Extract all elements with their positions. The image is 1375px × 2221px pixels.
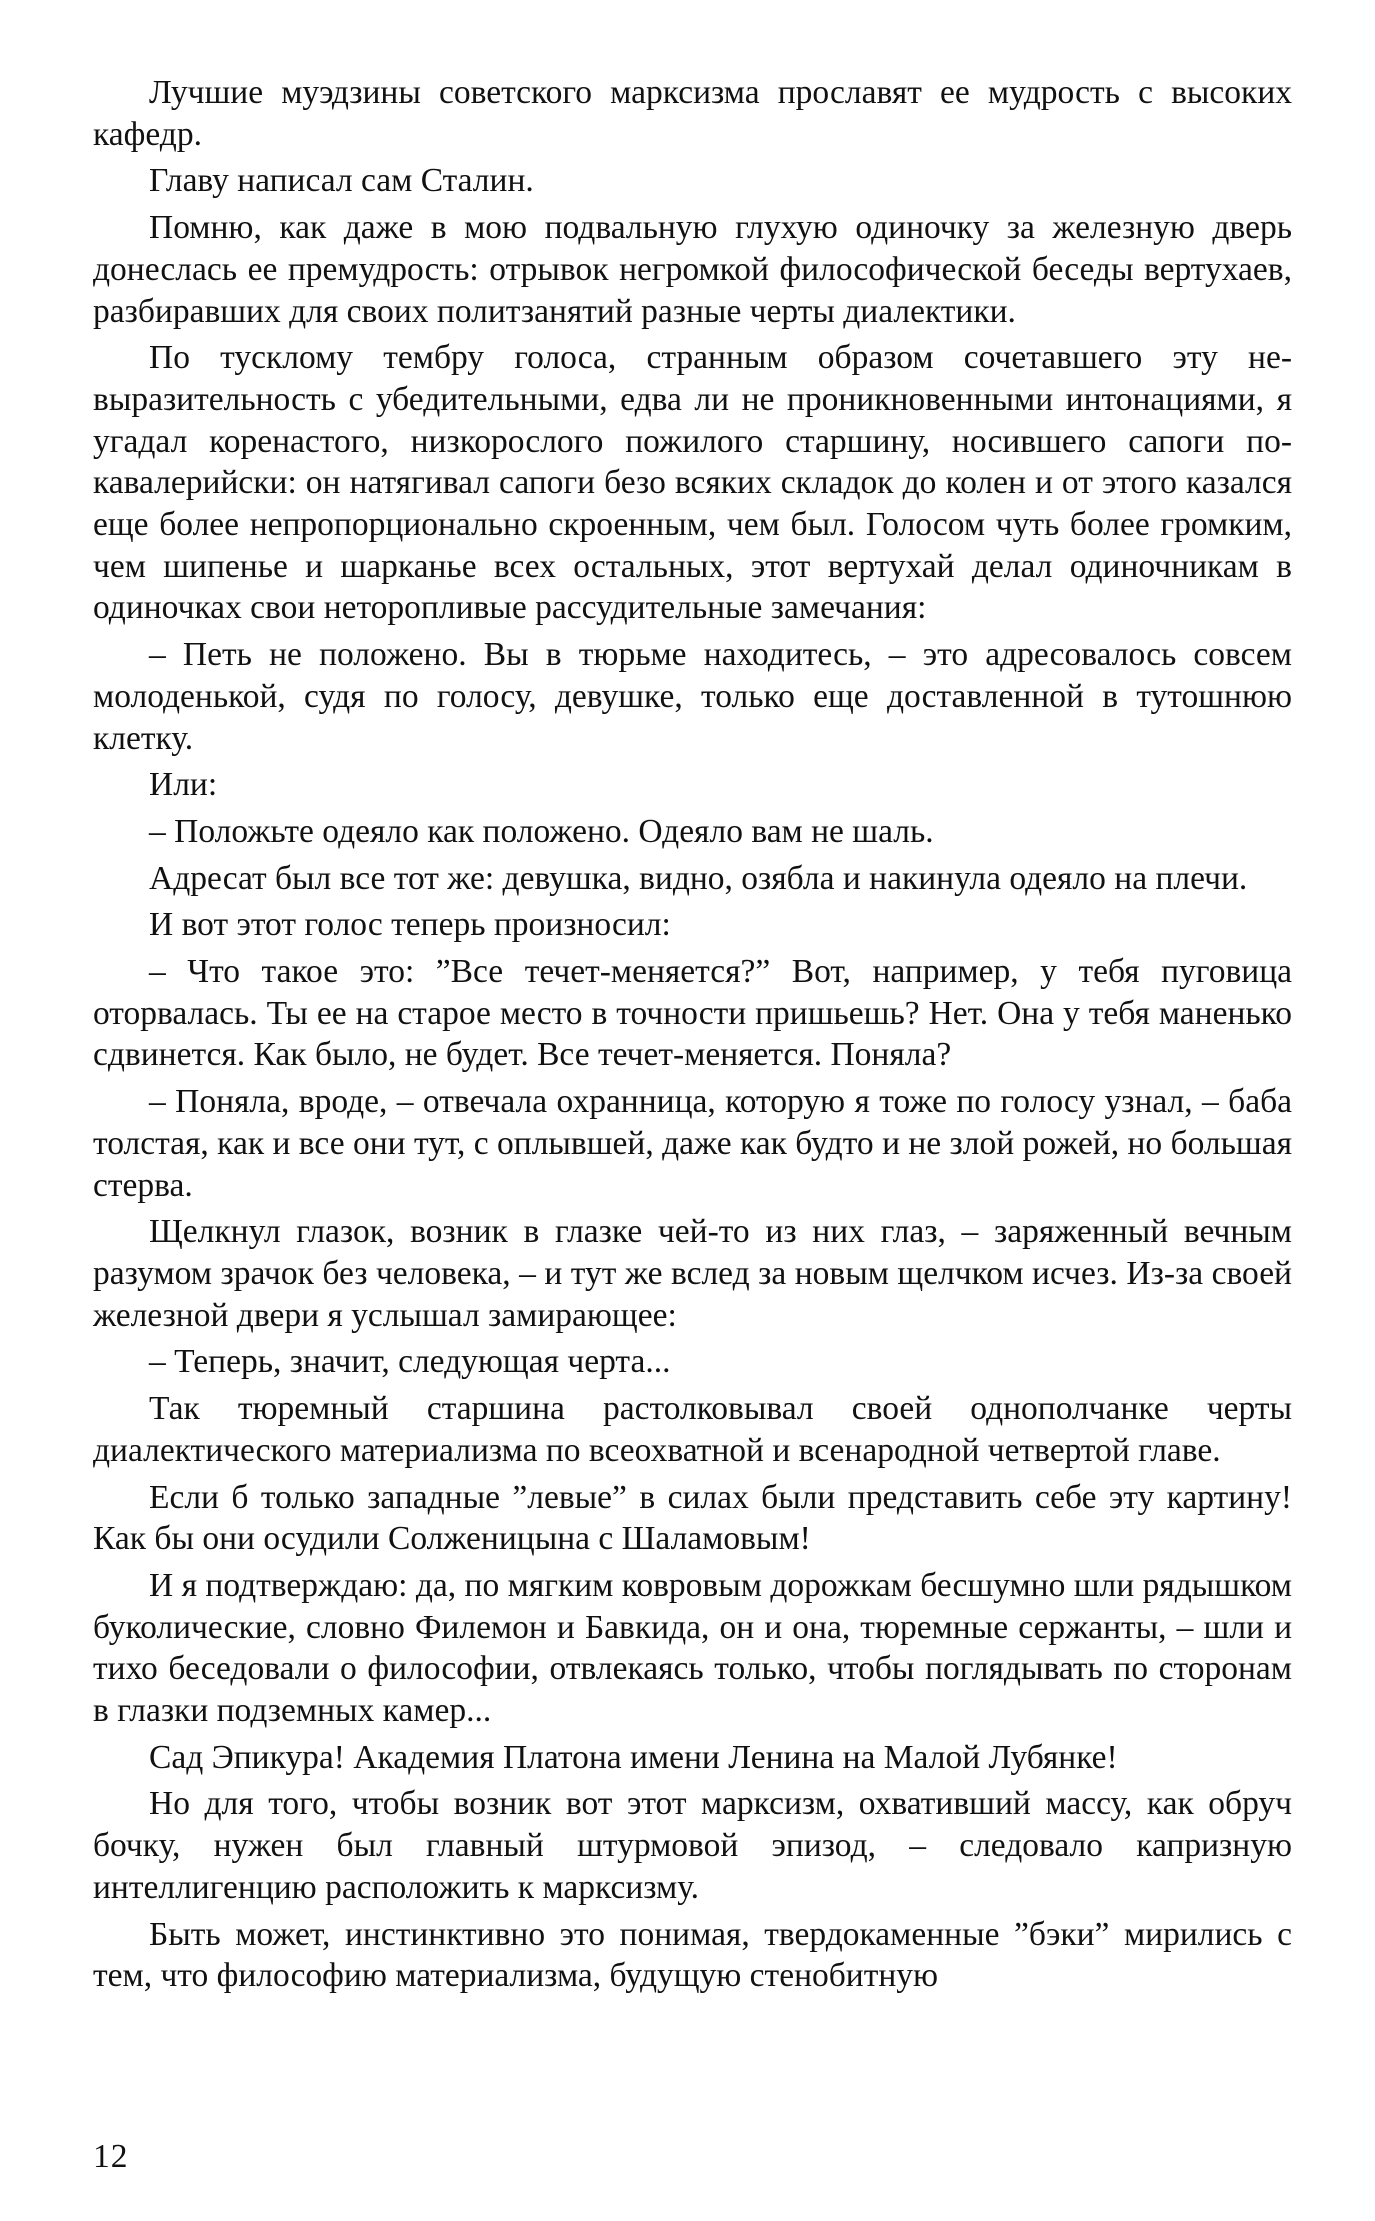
paragraph-19: Быть может, инстинктивно это понимая, твердокаменные ”бэки” мирились с тем, что философию материализма, будущую стенобитную (93, 1915, 1292, 1995)
paragraph-15: Если б только западные ”левые” в силах были представить себе эту картину! Как бы они осудили Солженицына с Шаламовым! (93, 1478, 1292, 1558)
paragraph-1: Лучшие муэдзины советского марксизма прославят ее мудрость с высоких кафедр. (93, 74, 1292, 153)
paragraph-8: Адресат был все тот же: девушка, видно, озябла и накинула одеяло на плечи. (149, 859, 1248, 897)
paragraph-7: – Положьте одеяло как положено. Одеяло вам не шаль. (149, 812, 934, 850)
paragraph-16: И я подтверждаю: да, по мягким ковровым дорожкам бесшумно шли рядышком буколические, словно Филемон и Бавкида, он и она, тюремные сержанты, – шли и тихо беседовали о философии, отвлекаясь только, чтобы поглядывать по сторонам в глазки подземных камер... (93, 1566, 1292, 1730)
page-number: 12 (93, 2138, 129, 2175)
paragraph-3: Помню, как даже в мою подвальную глухую одиночку за железную дверь донеслась ее премудрость: отрывок негромкой философической беседы вертухаев, разбиравших для своих политзанятий разные черты диалектики. (93, 209, 1292, 330)
paragraph-6: Или: (149, 766, 218, 804)
paragraph-13: – Теперь, значит, следующая черта... (149, 1343, 671, 1381)
paragraph-2: Главу написал сам Сталин. (149, 162, 534, 200)
paragraph-11: – Поняла, вроде, – отвечала охранница, которую я тоже по голосу узнал, – баба толстая, как и все они тут, с оплывшей, даже как будто и не злой рожей, но большая стерва. (93, 1083, 1292, 1204)
paragraph-12: Щелкнул глазок, возник в глазке чей-то из них глаз, – заряженный вечным разумом зрачок без человека, – и тут же вслед за новым щелчком исчез. Из-за своей железной двери я услышал замирающее: (93, 1213, 1292, 1334)
paragraph-18: Но для того, чтобы возник вот этот марксизм, охвативший массу, как обруч бочку, нужен был главный штурмовой эпизод, – следовало капризную интеллигенцию расположить к марксизму. (93, 1785, 1292, 1906)
paragraph-14: Так тюремный старшина растолковывал своей однополчанке черты диалектического материализма по всеохватной и всенародной четвертой главе. (93, 1390, 1292, 1469)
paragraph-10: – Что такое это: ”Все течет-меняется?” Вот, например, у тебя пуговица оторвалась. Ты ее на старое место в точности пришьешь? Нет. Она у тебя маненько сдвинется. Как было, не будет. Все течет-меняется. Поняла? (93, 953, 1292, 1074)
paragraph-17: Сад Эпикура! Академия Платона имени Ленина на Малой Лубянке! (149, 1738, 1118, 1776)
page-body (93, 72, 1292, 1997)
paragraph-5: – Петь не положено. Вы в тюрьме находитесь, – это адресовалось совсем молоденькой, судя по голосу, девушке, только еще доставленной в тутошнюю клетку. (93, 636, 1292, 757)
paragraph-9: И вот этот голос теперь произносил: (149, 906, 671, 944)
paragraph-4: По тусклому тембру голоса, странным образом сочетавшего эту невыразительность с убедительными, едва ли не проникновенными интонациями, я угадал коренастого, низкорослого пожилого старшину, носившего сапоги по-кавалерийски: он натягивал сапоги безо всяких складок до колен и от этого казался еще более непропорционально скроенным, чем был. Голосом чуть более громким, чем шипенье и шарканье всех остальных, этот вертухай делал одиночникам в одиночках свои неторопливые рассудительные замечания: (93, 339, 1292, 627)
